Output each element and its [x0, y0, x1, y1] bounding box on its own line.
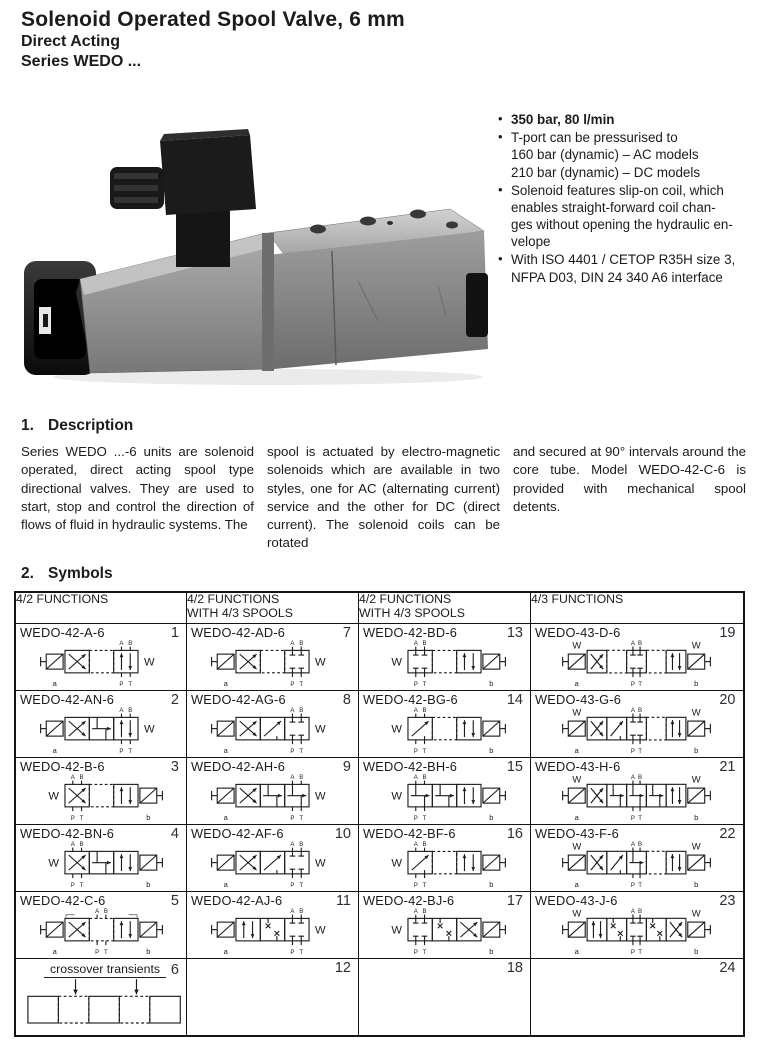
valve-symbol	[378, 907, 511, 956]
symbols-section	[0, 565, 761, 1037]
symbols-heading-number: 2.	[21, 565, 34, 583]
svg-text:W: W	[143, 723, 155, 736]
cell-number: 4	[170, 826, 179, 843]
valve-symbol	[378, 639, 511, 688]
valve-symbol	[557, 773, 716, 822]
cell-head	[359, 959, 530, 977]
svg-text:T: T	[638, 748, 643, 756]
model-name: WEDO-42-BG-6	[363, 692, 458, 708]
valve-symbol	[35, 639, 168, 688]
valve-symbol-wrap	[187, 773, 358, 822]
symbol-cell	[187, 691, 359, 758]
cell-number: 24	[719, 960, 736, 977]
svg-text:b: b	[489, 880, 494, 890]
symbol-cell	[531, 959, 744, 1037]
model-name: WEDO-42-BF-6	[363, 826, 456, 842]
valve-symbol-wrap	[187, 840, 358, 889]
feature-text: 350 bar, 80 l/min	[511, 112, 615, 128]
svg-text:b: b	[145, 813, 150, 823]
symbol-cell	[15, 892, 187, 959]
svg-text:W: W	[314, 656, 326, 669]
svg-text:b: b	[489, 947, 494, 957]
valve-symbol	[206, 773, 339, 822]
model-name: WEDO-42-C-6	[20, 893, 106, 909]
valve-symbol	[557, 639, 716, 688]
svg-text:A: A	[70, 841, 75, 849]
column-header-line1: 4/3 FUNCTIONS	[531, 592, 624, 607]
feature-text: Solenoid features slip-on coil, which enables straight-forward coil chan- ges without opening the hydraulic en- velope	[511, 182, 733, 250]
svg-text:A: A	[413, 908, 418, 916]
table-row	[15, 624, 744, 691]
model-name: WEDO-43-F-6	[535, 826, 619, 842]
cell-number: 8	[342, 692, 351, 709]
svg-text:P: P	[70, 882, 75, 890]
svg-text:W: W	[314, 924, 326, 937]
symbol-cell	[15, 691, 187, 758]
svg-text:B: B	[638, 908, 643, 916]
svg-text:A: A	[631, 640, 636, 648]
svg-text:W: W	[692, 706, 701, 718]
cell-number: 22	[719, 826, 736, 843]
cell-head	[531, 959, 743, 977]
svg-text:W: W	[572, 907, 582, 919]
valve-symbol	[378, 706, 511, 755]
symbol-cell	[359, 892, 531, 959]
svg-text:a: a	[52, 947, 57, 957]
svg-text:a: a	[574, 880, 580, 890]
svg-text:b: b	[694, 880, 699, 890]
feature-text: T-port can be pressurised to 160 bar (dynamic) – AC models 210 bar (dynamic) – DC models	[511, 130, 701, 180]
svg-text:P: P	[413, 815, 418, 823]
svg-text:T: T	[299, 949, 304, 957]
svg-text:W: W	[391, 790, 403, 803]
column-header-line1: 4/2 FUNCTIONS	[359, 592, 452, 607]
svg-text:P: P	[631, 815, 636, 823]
svg-text:T: T	[422, 815, 427, 823]
svg-text:b: b	[489, 813, 494, 823]
table-row	[15, 691, 744, 758]
svg-text:B: B	[299, 774, 304, 782]
svg-text:B: B	[638, 640, 643, 648]
svg-text:W: W	[314, 790, 326, 803]
svg-text:W: W	[692, 907, 701, 919]
description-col-3: and secured at 90° intervals around the core tube. Model WEDO-42-C-6 is provided with mechanical spool detents.	[513, 444, 746, 514]
svg-text:W: W	[572, 706, 582, 718]
valve-block	[262, 209, 488, 371]
solenoid-body	[76, 233, 270, 373]
model-name: WEDO-42-A-6	[20, 625, 105, 641]
subtitle-series: Series WEDO ...	[21, 52, 142, 70]
svg-text:b: b	[694, 746, 699, 756]
model-name: WEDO-43-H-6	[535, 759, 621, 775]
svg-text:B: B	[638, 774, 643, 782]
column-header-line2: WITH 4/3 SPOOLS	[187, 605, 293, 620]
valve-symbol	[35, 706, 168, 755]
valve-symbol	[557, 840, 716, 889]
svg-text:A: A	[631, 908, 636, 916]
symbol-cell	[15, 825, 187, 892]
description-heading	[21, 417, 761, 435]
feature-item	[498, 111, 750, 128]
svg-text:A: A	[631, 707, 636, 715]
svg-text:A: A	[413, 640, 418, 648]
symbols-heading-label: Symbols	[48, 565, 113, 583]
model-name: WEDO-42-AH-6	[191, 759, 286, 775]
model-name: WEDO-42-BJ-6	[363, 893, 455, 909]
valve-symbol-wrap	[531, 773, 743, 822]
svg-text:b: b	[694, 947, 699, 957]
svg-text:T: T	[103, 949, 108, 957]
model-name: WEDO-42-AN-6	[20, 692, 115, 708]
svg-text:P: P	[118, 748, 123, 756]
valve-symbol-wrap	[531, 840, 743, 889]
model-name: WEDO-43-G-6	[535, 692, 622, 708]
valve-symbol	[206, 639, 339, 688]
svg-text:P: P	[631, 882, 636, 890]
column-header	[359, 592, 531, 624]
svg-text:T: T	[299, 681, 304, 689]
description-section	[21, 443, 747, 552]
valve-symbol-wrap	[359, 840, 530, 889]
svg-text:A: A	[290, 774, 295, 782]
svg-text:a: a	[223, 947, 228, 957]
valve-symbol-wrap	[16, 907, 186, 956]
svg-text:T: T	[79, 882, 83, 890]
subtitle-direct-acting: Direct Acting	[21, 33, 120, 51]
symbols-table	[14, 591, 745, 1037]
model-name: WEDO-42-AG-6	[191, 692, 286, 708]
svg-text:B: B	[638, 707, 643, 715]
symbol-cell	[359, 624, 531, 691]
symbols-heading	[21, 565, 761, 583]
column-header-line2: WITH 4/3 SPOOLS	[359, 605, 465, 620]
valve-symbol-wrap	[359, 773, 530, 822]
description-col-2: spool is actuated by electro-magnetic solenoids which are available in two styles, one for AC (alternating current) service and the other for DC (direct current). The solenoid coils can be rotated	[267, 444, 500, 551]
svg-text:B: B	[299, 841, 304, 849]
svg-text:B: B	[127, 707, 132, 715]
bullet-icon: •	[498, 181, 503, 197]
valve-symbol	[206, 706, 339, 755]
valve-symbol-wrap	[16, 639, 186, 688]
svg-text:P: P	[413, 882, 418, 890]
svg-text:W: W	[47, 790, 59, 803]
column-header	[531, 592, 744, 624]
valve-symbol-wrap	[531, 907, 743, 956]
crossover-head	[16, 959, 186, 978]
svg-text:a: a	[574, 947, 580, 957]
valve-symbol-wrap	[16, 773, 186, 822]
cell-number: 17	[506, 893, 523, 910]
svg-text:A: A	[290, 640, 295, 648]
svg-text:a: a	[223, 746, 228, 756]
svg-text:A: A	[631, 841, 636, 849]
svg-text:W: W	[692, 773, 701, 785]
model-name: WEDO-42-BD-6	[363, 625, 458, 641]
cell-number: 5	[170, 893, 179, 910]
model-name: WEDO-42-B-6	[20, 759, 105, 775]
svg-text:A: A	[413, 841, 418, 849]
svg-text:A: A	[413, 774, 418, 782]
svg-text:B: B	[299, 707, 304, 715]
svg-text:T: T	[422, 882, 427, 890]
model-name: WEDO-42-AD-6	[191, 625, 286, 641]
valve-symbol	[557, 907, 716, 956]
svg-text:A: A	[290, 841, 295, 849]
cell-number: 18	[506, 960, 523, 977]
valve-symbol-wrap	[187, 706, 358, 755]
feature-list	[498, 111, 750, 391]
symbol-cell	[531, 825, 744, 892]
svg-text:B: B	[79, 841, 84, 849]
svg-text:P: P	[631, 949, 636, 957]
svg-text:a: a	[223, 679, 228, 689]
svg-text:B: B	[127, 640, 132, 648]
svg-text:b: b	[694, 679, 699, 689]
svg-text:A: A	[118, 640, 123, 648]
svg-text:a: a	[574, 679, 580, 689]
crossover-label: crossover transients	[44, 962, 166, 978]
svg-text:P: P	[631, 681, 636, 689]
symbol-cell	[15, 624, 187, 691]
svg-text:a: a	[574, 746, 580, 756]
cell-number: 10	[334, 826, 351, 843]
svg-text:T: T	[422, 681, 427, 689]
cell-number: 19	[719, 625, 736, 642]
symbol-cell	[15, 959, 187, 1037]
svg-text:A: A	[631, 774, 636, 782]
symbol-cell	[187, 624, 359, 691]
valve-symbol	[206, 840, 339, 889]
svg-text:W: W	[572, 840, 582, 852]
svg-text:W: W	[391, 723, 403, 736]
cell-number: 12	[334, 960, 351, 977]
model-name: WEDO-42-AJ-6	[191, 893, 283, 909]
cell-number: 20	[719, 692, 736, 709]
svg-text:T: T	[299, 815, 304, 823]
valve-symbol	[35, 840, 168, 889]
cell-number: 9	[342, 759, 351, 776]
svg-text:T: T	[79, 815, 83, 823]
table-row	[15, 758, 744, 825]
symbols-table-head	[15, 592, 744, 624]
bullet-icon: •	[498, 111, 503, 127]
svg-text:B: B	[422, 707, 427, 715]
valve-symbol-wrap	[16, 840, 186, 889]
cell-number: 23	[719, 893, 736, 910]
svg-text:B: B	[422, 841, 427, 849]
svg-text:T: T	[422, 949, 427, 957]
svg-text:T: T	[299, 748, 304, 756]
svg-text:B: B	[103, 908, 108, 916]
symbol-cell	[359, 959, 531, 1037]
symbol-cell	[187, 959, 359, 1037]
valve-symbol	[35, 907, 168, 956]
svg-text:T: T	[638, 882, 643, 890]
description-heading-label: Description	[48, 417, 134, 435]
symbol-cell	[359, 691, 531, 758]
product-photo	[18, 111, 492, 391]
model-name: WEDO-42-BH-6	[363, 759, 458, 775]
svg-text:A: A	[413, 707, 418, 715]
svg-text:a: a	[223, 880, 228, 890]
svg-text:W: W	[692, 840, 701, 852]
svg-text:b: b	[489, 679, 494, 689]
cell-number: 14	[506, 692, 523, 709]
column-header	[15, 592, 187, 624]
svg-text:P: P	[631, 748, 636, 756]
svg-text:W: W	[314, 723, 326, 736]
table-row	[15, 892, 744, 959]
bullet-icon: •	[498, 129, 503, 145]
valve-photo-illustration	[18, 111, 492, 391]
feature-item	[498, 129, 750, 180]
svg-text:W: W	[572, 773, 582, 785]
symbol-cell	[359, 825, 531, 892]
symbol-cell	[531, 691, 744, 758]
hero-section	[18, 111, 751, 391]
cell-number: 11	[335, 893, 351, 910]
svg-text:W: W	[572, 639, 582, 651]
cell-number: 1	[170, 625, 179, 642]
valve-symbol-wrap	[359, 706, 530, 755]
feature-item	[498, 251, 750, 285]
svg-text:T: T	[638, 815, 643, 823]
valve-symbol-wrap	[187, 639, 358, 688]
valve-symbol	[557, 706, 716, 755]
valve-symbol-wrap	[359, 907, 530, 956]
valve-symbol	[378, 773, 511, 822]
symbol-cell	[531, 758, 744, 825]
valve-symbol	[206, 907, 339, 956]
model-name: WEDO-43-D-6	[535, 625, 621, 641]
column-header-line1: 4/2 FUNCTIONS	[16, 592, 109, 607]
svg-text:P: P	[290, 815, 295, 823]
svg-text:W: W	[391, 656, 403, 669]
title-block	[0, 0, 761, 71]
symbol-cell	[187, 758, 359, 825]
cell-number: 2	[170, 692, 179, 709]
symbol-cell	[531, 892, 744, 959]
crossover-transients-symbol	[26, 978, 186, 1028]
svg-text:b: b	[145, 880, 150, 890]
valve-symbol-wrap	[359, 639, 530, 688]
feature-text: With ISO 4401 / CETOP R35H size 3, NFPA D03, DIN 24 340 A6 interface	[511, 252, 736, 285]
table-row	[15, 959, 744, 1037]
cell-number: 21	[719, 759, 736, 776]
valve-symbol-wrap	[531, 639, 743, 688]
svg-text:T: T	[638, 949, 643, 957]
symbol-cell	[187, 892, 359, 959]
header-row	[15, 592, 744, 624]
bullet-icon: •	[498, 251, 503, 267]
valve-symbol-wrap	[16, 706, 186, 755]
symbol-cell	[531, 624, 744, 691]
cell-number: 3	[170, 759, 179, 776]
symbol-cell	[15, 758, 187, 825]
svg-text:A: A	[70, 774, 75, 782]
valve-symbol-wrap	[531, 706, 743, 755]
svg-text:P: P	[94, 949, 99, 957]
feature-item	[498, 182, 750, 251]
cell-number: 16	[506, 826, 523, 843]
svg-text:a: a	[52, 746, 57, 756]
svg-text:A: A	[290, 707, 295, 715]
svg-text:W: W	[391, 857, 403, 870]
svg-text:T: T	[422, 748, 427, 756]
svg-text:P: P	[413, 681, 418, 689]
column-header-line1: 4/2 FUNCTIONS	[187, 592, 280, 607]
symbol-cell	[359, 758, 531, 825]
model-name: WEDO-42-AF-6	[191, 826, 284, 842]
svg-text:a: a	[223, 813, 228, 823]
svg-text:b: b	[489, 746, 494, 756]
page-title: Solenoid Operated Spool Valve, 6 mm	[21, 8, 405, 31]
description-heading-number: 1.	[21, 417, 34, 435]
svg-text:B: B	[79, 774, 84, 782]
description-col-1: Series WEDO ...-6 units are solenoid operated, direct acting spool type directional valves. They are used to start, stop and control the direction of flows of fluid in hydraulic systems. The	[21, 444, 254, 532]
svg-text:B: B	[422, 774, 427, 782]
crossover-symbol-wrap	[26, 978, 186, 1033]
svg-text:W: W	[314, 857, 326, 870]
svg-text:b: b	[694, 813, 699, 823]
svg-text:W: W	[391, 924, 403, 937]
svg-text:P: P	[290, 882, 295, 890]
symbol-cell	[187, 825, 359, 892]
svg-text:W: W	[47, 857, 59, 870]
symbols-table-body	[15, 624, 744, 1037]
svg-text:A: A	[118, 707, 123, 715]
svg-text:P: P	[290, 748, 295, 756]
svg-text:B: B	[299, 640, 304, 648]
cell-head	[187, 959, 358, 977]
cell-number: 6	[170, 962, 179, 979]
svg-text:B: B	[299, 908, 304, 916]
svg-text:P: P	[413, 949, 418, 957]
svg-text:P: P	[290, 681, 295, 689]
cell-number: 7	[342, 625, 351, 642]
svg-text:T: T	[127, 681, 132, 689]
svg-text:B: B	[422, 640, 427, 648]
model-name: WEDO-42-BN-6	[20, 826, 115, 842]
svg-text:P: P	[290, 949, 295, 957]
cell-number: 13	[506, 625, 523, 642]
svg-text:P: P	[413, 748, 418, 756]
svg-text:A: A	[94, 908, 99, 916]
valve-symbol-wrap	[187, 907, 358, 956]
svg-text:P: P	[70, 815, 75, 823]
cell-number: 15	[506, 759, 523, 776]
svg-text:b: b	[145, 947, 150, 957]
svg-text:a: a	[574, 813, 580, 823]
svg-text:P: P	[118, 681, 123, 689]
svg-text:a: a	[52, 679, 57, 689]
svg-text:A: A	[290, 908, 295, 916]
svg-text:T: T	[299, 882, 304, 890]
svg-text:T: T	[638, 681, 643, 689]
table-row	[15, 825, 744, 892]
valve-symbol	[35, 773, 168, 822]
svg-text:B: B	[422, 908, 427, 916]
svg-text:W: W	[143, 656, 155, 669]
column-header	[187, 592, 359, 624]
valve-symbol	[378, 840, 511, 889]
svg-text:W: W	[692, 639, 701, 651]
svg-text:T: T	[127, 748, 132, 756]
svg-text:B: B	[638, 841, 643, 849]
model-name: WEDO-43-J-6	[535, 893, 618, 909]
